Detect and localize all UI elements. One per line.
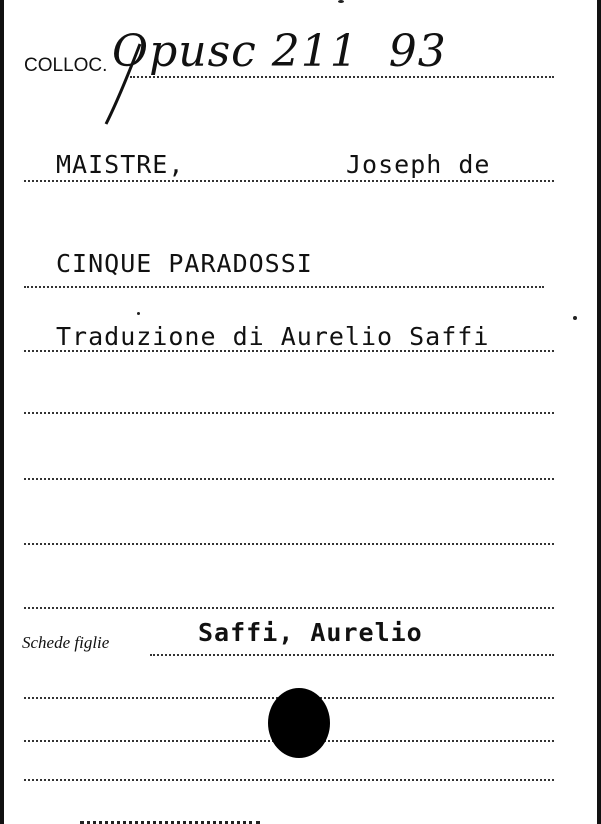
blank-line-2	[24, 478, 554, 480]
blank-line-1	[24, 412, 554, 414]
blank-line-3	[24, 543, 554, 545]
collocazione-handwritten: Opusc 211 93	[112, 26, 447, 77]
author-line	[24, 180, 554, 182]
author-surname: MAISTRE,	[56, 150, 185, 179]
schede-figlie-entry: Saffi, Aurelio	[198, 618, 423, 647]
punched-hole	[268, 688, 330, 758]
collocazione-label: COLLOC.	[24, 55, 108, 76]
note-line	[24, 350, 554, 352]
blank-line-4	[24, 607, 554, 609]
schede-figlie-label: Schede figlie	[22, 633, 110, 652]
title-text: CINQUE PARADOSSI	[56, 249, 313, 278]
ink-speck	[137, 312, 140, 315]
note-text: Traduzione di Aurelio Saffi	[56, 322, 490, 351]
schede-figlie-line	[150, 654, 554, 656]
collocazione-line	[130, 76, 554, 78]
author-forename: Joseph de	[346, 150, 491, 179]
ink-speck-right	[573, 316, 577, 320]
title-line	[24, 286, 544, 288]
blank-line-7	[24, 779, 554, 781]
